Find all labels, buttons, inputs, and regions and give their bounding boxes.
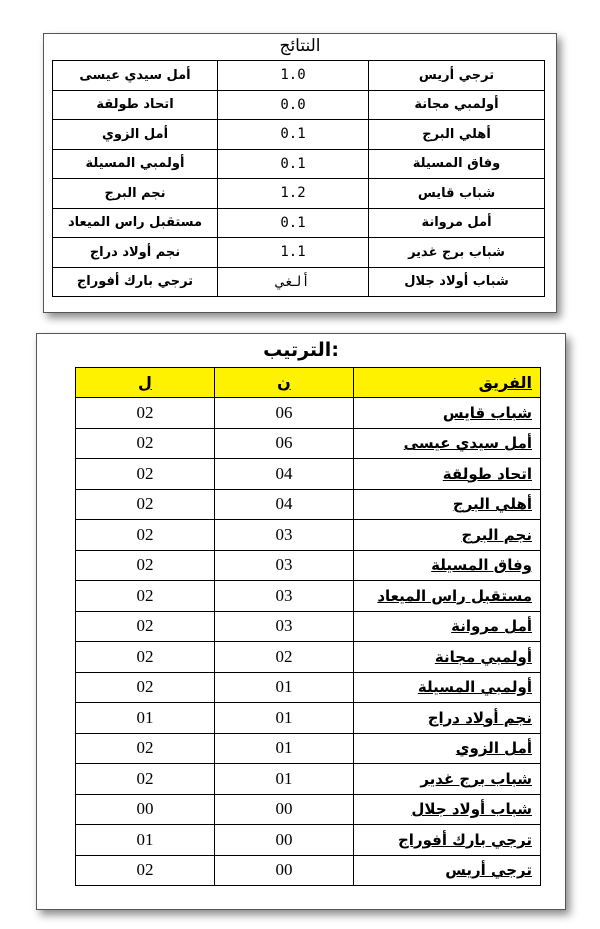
match-score: ألغي (218, 267, 369, 297)
standings-row (76, 764, 541, 795)
team-name: نجم البرج (354, 520, 541, 551)
team-played: 02 (76, 428, 215, 459)
team-name: شباب أولاد جلال (354, 794, 541, 825)
standings-row (76, 642, 541, 673)
match-score: 0.0 (218, 90, 369, 120)
header-points: ن (215, 368, 354, 398)
team-points: 03 (215, 611, 354, 642)
match-row (53, 238, 545, 268)
team-name: أهلي البرج (354, 489, 541, 520)
standings-title: الترتيب: (263, 339, 339, 361)
header-played: ل (76, 368, 215, 398)
match-score: 0.1 (218, 208, 369, 238)
team-points: 06 (215, 428, 354, 459)
team-points: 01 (215, 764, 354, 795)
team-played: 02 (76, 398, 215, 429)
team-name: شباب برج غدير (354, 764, 541, 795)
match-score: 1.2 (218, 179, 369, 209)
results-title: النتائج (279, 36, 321, 56)
team-points: 03 (215, 581, 354, 612)
away-team: أمل الزوي (53, 120, 218, 150)
team-played: 02 (76, 764, 215, 795)
team-points: 04 (215, 489, 354, 520)
match-row (53, 90, 545, 120)
standings-header-row (76, 368, 541, 398)
team-played: 02 (76, 550, 215, 581)
team-name: أولمبي المسيلة (354, 672, 541, 703)
team-points: 06 (215, 398, 354, 429)
team-played: 01 (76, 825, 215, 856)
standings-row (76, 733, 541, 764)
team-played: 00 (76, 794, 215, 825)
team-played: 02 (76, 520, 215, 551)
match-row (53, 120, 545, 150)
match-score: 0.1 (218, 149, 369, 179)
team-points: 03 (215, 520, 354, 551)
team-played: 02 (76, 672, 215, 703)
standings-row (76, 398, 541, 429)
standings-row (76, 428, 541, 459)
match-row (53, 179, 545, 209)
team-name: أمل سيدي عيسى (354, 428, 541, 459)
standings-table (75, 367, 541, 886)
team-points: 00 (215, 825, 354, 856)
match-score: 1.0 (218, 61, 369, 91)
match-row (53, 61, 545, 91)
standings-row (76, 550, 541, 581)
away-team: نجم البرج (53, 179, 218, 209)
home-team: شباب أولاد جلال (369, 267, 545, 297)
team-played: 02 (76, 459, 215, 490)
standings-row (76, 611, 541, 642)
standings-row (76, 581, 541, 612)
team-points: 00 (215, 855, 354, 886)
team-points: 00 (215, 794, 354, 825)
team-points: 03 (215, 550, 354, 581)
standings-row (76, 703, 541, 734)
match-score: 1.1 (218, 238, 369, 268)
match-score: 0.1 (218, 120, 369, 150)
team-points: 01 (215, 672, 354, 703)
home-team: ترجي أريس (369, 61, 545, 91)
standings-row (76, 489, 541, 520)
match-row (53, 208, 545, 238)
team-points: 04 (215, 459, 354, 490)
match-row (53, 267, 545, 297)
home-team: أولمبي مجانة (369, 90, 545, 120)
team-name: وفاق المسيلة (354, 550, 541, 581)
match-row (53, 149, 545, 179)
header-team: الفريق (354, 368, 541, 398)
team-played: 01 (76, 703, 215, 734)
team-played: 02 (76, 733, 215, 764)
team-played: 02 (76, 855, 215, 886)
team-name: ترجي بارك أفوراج (354, 825, 541, 856)
standings-row (76, 520, 541, 551)
standings-panel (36, 333, 566, 910)
home-team: وفاق المسيلة (369, 149, 545, 179)
away-team: ترجي بارك أفوراج (53, 267, 218, 297)
home-team: أهلي البرج (369, 120, 545, 150)
team-played: 02 (76, 642, 215, 673)
away-team: أمل سيدي عيسى (53, 61, 218, 91)
team-played: 02 (76, 611, 215, 642)
team-name: نجم أولاد دراج (354, 703, 541, 734)
away-team: أولمبي المسيلة (53, 149, 218, 179)
home-team: شباب قايس (369, 179, 545, 209)
standings-row (76, 459, 541, 490)
team-played: 02 (76, 581, 215, 612)
team-name: ترجي أريس (354, 855, 541, 886)
standings-row (76, 855, 541, 886)
team-name: أمل الزوي (354, 733, 541, 764)
away-team: مستقبل راس الميعاد (53, 208, 218, 238)
results-table (52, 60, 545, 297)
standings-row (76, 672, 541, 703)
standings-row (76, 825, 541, 856)
away-team: اتحاد طولقة (53, 90, 218, 120)
standings-row (76, 794, 541, 825)
results-panel (43, 33, 557, 313)
team-name: مستقبل راس الميعاد (354, 581, 541, 612)
team-name: أولمبي مجانة (354, 642, 541, 673)
team-points: 01 (215, 733, 354, 764)
team-points: 02 (215, 642, 354, 673)
team-name: اتحاد طولقة (354, 459, 541, 490)
home-team: شباب برج غدير (369, 238, 545, 268)
away-team: نجم أولاد دراج (53, 238, 218, 268)
team-points: 01 (215, 703, 354, 734)
team-name: شباب قايس (354, 398, 541, 429)
home-team: أمل مروانة (369, 208, 545, 238)
team-name: أمل مروانة (354, 611, 541, 642)
team-played: 02 (76, 489, 215, 520)
